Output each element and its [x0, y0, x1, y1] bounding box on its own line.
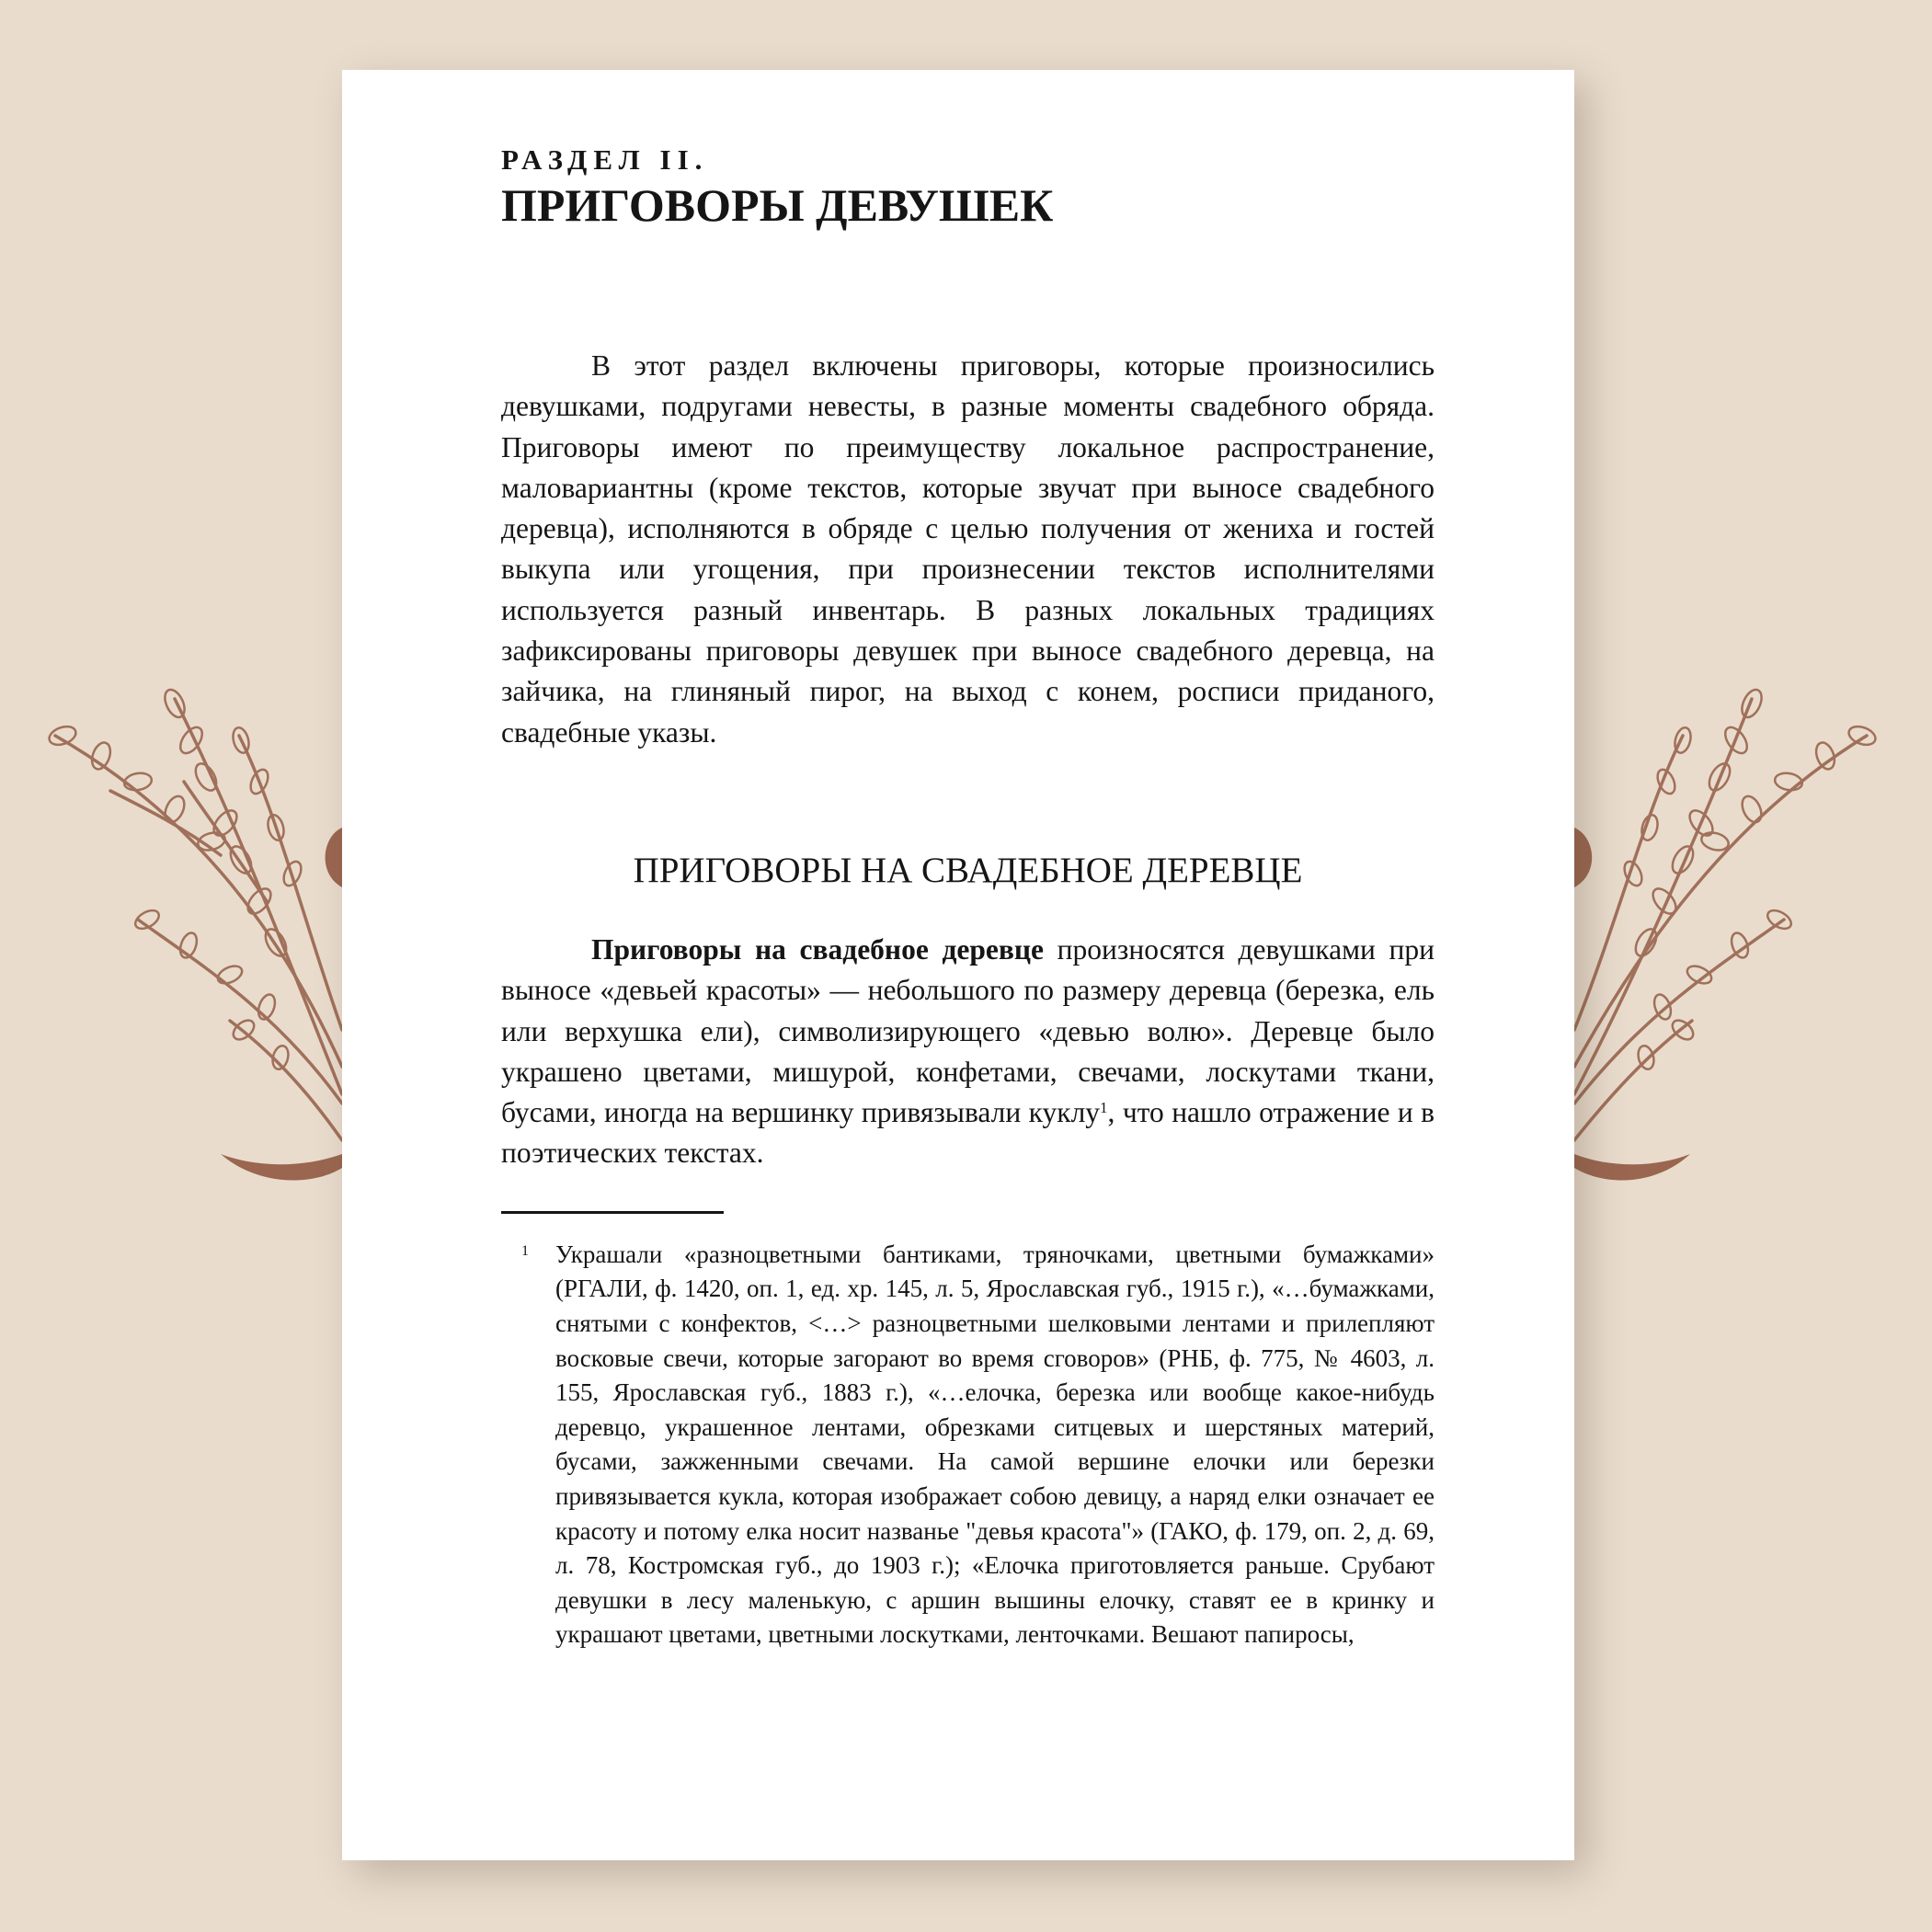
- intro-paragraph: В этот раздел включены приговоры, которые произносились девушками, подругами невесты, в разные моменты свадебного обряда. Приговоры имеют по преимуществу локальное распространение, маловариантны (кроме текстов, которые звучат при выносе свадебного деревца), исполняются в обряде с целью получения от жениха и гостей выкупа или угощения, при произнесении текстов исполнителями используется разный инвентарь. В разных локальных традициях зафиксированы приговоры девушек при выносе свадебного деревца, на зайчика, на глиняный пирог, на выход с конем, росписи приданого, свадебные указы.: [501, 349, 1435, 749]
- section-label: РАЗДЕЛ II.: [501, 143, 709, 176]
- tree-paragraph-text-end: , что нашло отражение и в поэтических текстах.: [501, 1096, 1435, 1170]
- book-page: [342, 70, 1574, 1860]
- right-leaf: [1574, 1154, 1690, 1181]
- tree-paragraph: [501, 930, 1435, 1174]
- left-willow-branch: [47, 687, 342, 1140]
- page-content: [501, 143, 1435, 1652]
- footnote-divider: [501, 1211, 724, 1214]
- footnote: [501, 1238, 1435, 1652]
- footnote-reference[interactable]: 1: [1100, 1099, 1108, 1117]
- left-leaf: [221, 1154, 342, 1181]
- footnote-text: Украшали «разноцветными бантиками, тряночками, цветными бумажками» (РГАЛИ, ф. 1420, оп. 1, ед. хр. 145, л. 5, Ярославская губ., 1915 г.), «…бумажками, снятыми с конфектов, <…> разноцветными шелковыми лентами и прилепляют восковые свечи, которые загорают во время сговоров» (РНБ, ф. 775, № 4603, л. 155, Ярославская губ., 1883 г.), «…елочка, березка или вообще какое-нибудь деревцо, украшенное лентами, обрезками ситцевых и шерстяных материй, бусами, зажженными свечами. На самой вершине елочки или березки привязывается кукла, которая изображает собою девицу, а наряд елки означает ее красоту и потому елка носит названье "девья красота"» (ГАКО, ф. 179, оп. 2, д. 69, л. 78, Костромская губ., до 1903 г.); «Елочка приготовляется раньше. Срубают девушки в лесу маленькую, с аршин вышины елочку, ставят ее в кринку и украшают цветами, цветными лоскутками, ленточками. Вешают папиросы,: [555, 1240, 1435, 1649]
- left-bud: [326, 828, 342, 887]
- footnote-number: 1: [521, 1242, 529, 1259]
- right-willow-branch: [1574, 687, 1878, 1140]
- tree-paragraph-text: произносятся девушками при выносе «девьей красоты» — небольшого по размеру деревца (березка, ель или верхушка ели), символизирующего «девью волю». Деревце было украшено цветами, мишурой, конфетами, свечами, лоскутами ткани, бусами, иногда на вершинку привязывали куклу: [501, 932, 1435, 1129]
- section-title: ПРИГОВОРЫ ДЕВУШЕК: [501, 179, 1054, 231]
- right-bud: [1574, 828, 1592, 887]
- tree-paragraph-bold-lead: Приговоры на свадебное деревце: [591, 932, 1045, 966]
- subsection-title: ПРИГОВОРЫ НА СВАДЕБНОЕ ДЕРЕВЦЕ: [633, 850, 1303, 890]
